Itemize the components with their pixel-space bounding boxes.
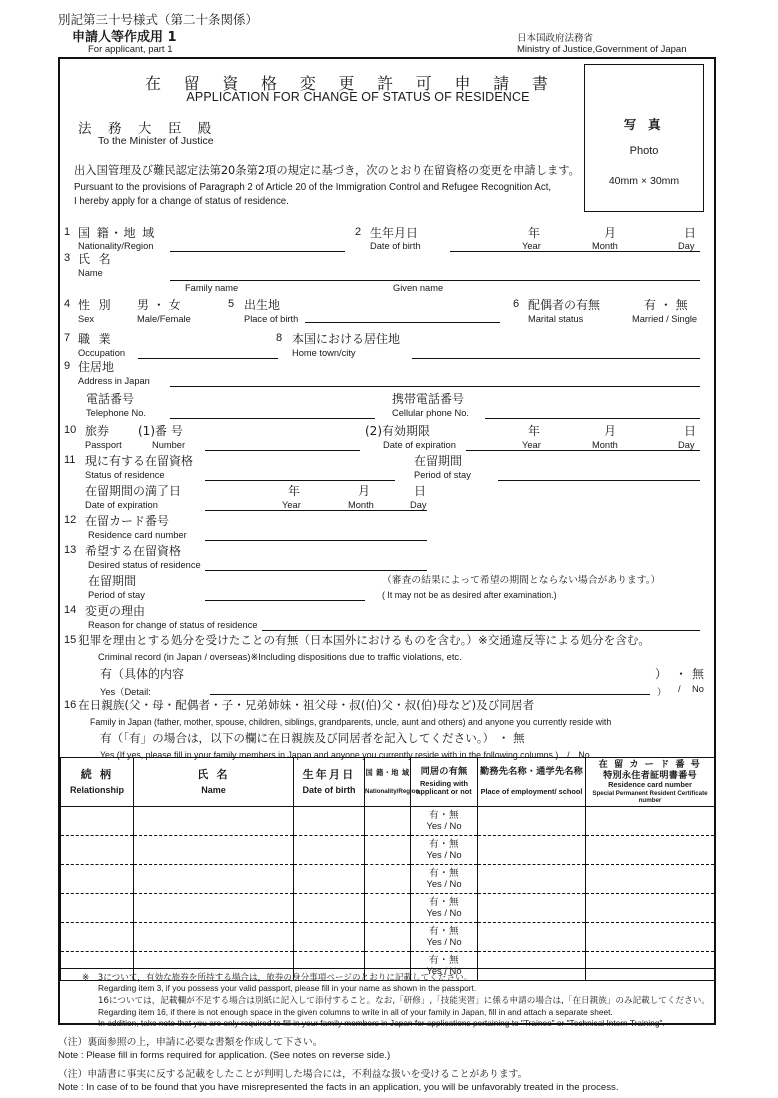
field-14-number: 14 (64, 604, 77, 616)
field-10-day-jp: 日 (684, 424, 697, 438)
table-col-card-number-jp2: 特別永住者証明書番号 (603, 769, 697, 781)
cell-residing[interactable] (411, 865, 478, 894)
field-10-year-en: Year (522, 440, 541, 450)
field-1-input-line[interactable] (170, 251, 345, 252)
field-8-label-jp: 本国における居住地 (292, 332, 401, 346)
field-15-yes-label-en[interactable]: Yes（Detail: (100, 687, 151, 697)
field-8-number: 8 (276, 332, 283, 344)
cell-nationality[interactable] (365, 836, 411, 865)
field-2-month-en: Month (592, 241, 618, 251)
table-header-row (61, 758, 715, 807)
field-7-number: 7 (64, 332, 71, 344)
field-15-label-jp: 犯罪を理由とする処分を受けたことの有無（日本国外におけるものを含む。）※交通違反等による処分を含む。 (78, 633, 651, 647)
field-9-cell-label-jp: 携帯電話番号 (392, 392, 465, 406)
table-col-employment-jp: 勤務先名称・通学先名称 (479, 766, 584, 778)
form-title-en: APPLICATION FOR CHANGE OF STATUS OF RESIDENCE (186, 90, 530, 104)
cell-card-number[interactable] (586, 894, 715, 923)
field-15-detail-input-line[interactable] (210, 694, 650, 695)
field-10-day-en: Day (678, 440, 695, 450)
field-1-label-en: Nationality/Region (78, 241, 154, 251)
table-col-relationship-en: Relationship (69, 784, 124, 795)
table-col-name-jp: 氏 名 (197, 768, 230, 781)
cell-residing-jp[interactable]: 有・無 (429, 926, 459, 938)
cell-residing-jp[interactable]: 有・無 (429, 839, 459, 851)
field-9-tel-input-line[interactable] (170, 418, 375, 419)
cell-relationship[interactable] (61, 836, 134, 865)
table-body (61, 807, 715, 981)
table-col-name-en: Name (201, 784, 226, 795)
field-14-label-en: Reason for change of status of residence (88, 620, 258, 630)
field-10-year-jp: 年 (528, 424, 541, 438)
table-col-relationship-jp: 続 柄 (80, 768, 114, 781)
field-2-input-line[interactable] (450, 251, 700, 252)
field-2-year-en: Year (522, 241, 541, 251)
cell-residing-en[interactable]: Yes / No (426, 965, 462, 977)
table-row[interactable] (61, 836, 715, 865)
field-13-label-jp: 希望する在留資格 (85, 544, 182, 558)
table-col-residing (411, 758, 478, 807)
field-8-input-line[interactable] (412, 358, 700, 359)
field-11-period-label-jp: 在留期間 (414, 454, 463, 468)
cell-residing-jp[interactable]: 有・無 (429, 868, 459, 880)
field-11-expiry-input-line[interactable] (205, 510, 427, 511)
cell-employment[interactable] (478, 923, 586, 952)
field-16-yes-label-jp[interactable]: 有（「有」の場合は，以下の欄に在日親族及び同居者を記入してください。） ・ 無 (100, 731, 525, 745)
minister-label-jp: 法 務 大 臣 殿 (78, 121, 218, 137)
field-3-input-line[interactable] (170, 280, 700, 281)
footer-note2-en: Note : In case of to be found that you have misrepresented the facts in an application, you will be unfavorably treated in the process. (58, 1082, 619, 1093)
table-note-line3-jp: 16については，記載欄が不足する場合は別紙に記入して添付すること。なお,「研修」,「技能実習」に係る申請の場合は,「在日親族」のみ記載してください。 (98, 996, 710, 1006)
table-row[interactable] (61, 894, 715, 923)
cell-residing-en[interactable]: Yes / No (426, 878, 462, 890)
cell-name[interactable] (134, 894, 294, 923)
field-4-choice-en[interactable]: Male/Female (137, 314, 191, 324)
field-11-year-en: Year (282, 500, 301, 510)
cell-residing-jp[interactable]: 有・無 (429, 897, 459, 909)
field-9-tel-label-en: Telephone No. (86, 408, 146, 418)
field-6-label-jp: 配偶者の有無 (528, 298, 601, 312)
cell-employment[interactable] (478, 836, 586, 865)
field-15-separator-slash: / (678, 684, 681, 694)
field-5-label-en: Place of birth (244, 314, 299, 324)
table-col-dob (294, 758, 365, 807)
field-12-label-jp: 在留カード番号 (85, 514, 170, 528)
field-16-yes-label-en[interactable]: Yes (If yes, please fill in your family members in Japan and anyone you currently reside with in the following columns.) / No (100, 750, 590, 760)
table-col-name (134, 758, 294, 807)
for-applicant-part-jp: 申請人等作成用 1 (72, 30, 177, 45)
field-10-month-jp: 月 (604, 424, 617, 438)
footer-note2-jp: （注）申請書に事実に反する記載をしたことが判明した場合には，不利益な扱いを受けることがあります。 (58, 1069, 528, 1080)
table-note-line2-en: Regarding item 3, if you possess your valid passport, please fill in your name as shown in the passport. (98, 983, 477, 993)
field-11-month-jp: 月 (358, 484, 371, 498)
field-16-label-jp: 在日親族(父・母・配偶者・子・兄弟姉妹・祖父母・叔(伯)父・叔(伯)母など)及び同居者 (78, 698, 535, 712)
field-9-label-jp: 住居地 (78, 360, 115, 374)
field-7-label-en: Occupation (78, 348, 126, 358)
field-3-label-jp: 氏 名 (78, 252, 114, 266)
field-2-label-jp: 生年月日 (370, 226, 419, 240)
field-2-year-jp: 年 (528, 226, 541, 240)
table-note-line4-en: Regarding item 16, if there is not enough space in the given columns to write in all of your family in Japan, fill in and attach a separate sheet. (98, 1007, 613, 1017)
cell-residing[interactable] (411, 807, 478, 836)
cell-nationality[interactable] (365, 894, 411, 923)
field-9-cell-input-line[interactable] (485, 418, 700, 419)
field-7-label-jp: 職 業 (78, 332, 114, 346)
field-10-number-label-en: Number (152, 440, 186, 450)
minister-label-en: To the Minister of Justice (98, 135, 214, 147)
field-2-day-en: Day (678, 241, 695, 251)
cell-residing-en[interactable]: Yes / No (426, 907, 462, 919)
footer-note1-jp: （注）裏面参照の上，申請に必要な書類を作成して下さい。 (58, 1037, 323, 1048)
table-note-line1-jp: ※ 3について，有効な旅券を所持する場合は，旅券の身分事項ページのとおりに記載してください。 (82, 973, 473, 983)
table-col-relationship (61, 758, 134, 807)
field-14-input-line[interactable] (262, 630, 700, 631)
field-7-input-line[interactable] (138, 358, 278, 359)
purpose-text-en-line2: I hereby apply for a change of status of residence. (74, 196, 289, 207)
field-2-label-en: Date of birth (370, 241, 421, 251)
table-col-card-number-en: Residence card number (608, 780, 692, 790)
footer-note1-en: Note : Please fill in forms required for application. (See notes on reverse side.) (58, 1050, 391, 1061)
field-4-label-jp: 性 別 (78, 298, 114, 312)
field-13-label-en: Desired status of residence (88, 560, 201, 570)
family-members-table (60, 757, 715, 981)
table-col-dob-jp: 生年月日 (302, 768, 356, 781)
purpose-text-en-line1: Pursuant to the provisions of Paragraph 2 of Article 20 of the Immigration Control and Refugee Recognition Act, (74, 182, 552, 193)
field-6-choice-en[interactable]: Married / Single (632, 314, 698, 324)
field-11-expiry-label-en: Date of expiration (85, 500, 158, 510)
cell-relationship[interactable] (61, 923, 134, 952)
field-10-expiry-label-jp: (2)有効期限 (365, 424, 430, 438)
cell-residing-jp[interactable]: 有・無 (429, 955, 459, 967)
field-11-day-jp: 日 (414, 484, 427, 498)
field-15-close-paren-en: ） (657, 687, 667, 697)
field-13-period-input-line[interactable] (205, 600, 365, 601)
field-9-number: 9 (64, 360, 71, 372)
field-13-input-line[interactable] (205, 570, 427, 571)
field-11-expiry-label-jp: 在留期間の満了日 (85, 484, 182, 498)
field-3-given-name-label: Given name (393, 283, 444, 293)
field-11-period-input-line[interactable] (498, 480, 700, 481)
table-col-nationality-jp: 国 籍・地 域 (365, 768, 410, 778)
field-15-close-paren-jp: ） (655, 667, 668, 681)
table-col-card-number (586, 758, 715, 807)
field-11-year-jp: 年 (288, 484, 301, 498)
cell-employment[interactable] (478, 865, 586, 894)
field-10-label-jp: 旅券 (85, 424, 110, 438)
field-3-family-name-label: Family name (185, 283, 239, 293)
table-notes-block (60, 965, 714, 1028)
cell-name[interactable] (134, 807, 294, 836)
table-col-residing-en: Residing with applicant or not (416, 778, 472, 797)
field-16-label-en: Family in Japan (father, mother, spouse, children, siblings, grandparents, uncle, aunt and others) and anyone you currently reside with (90, 717, 612, 727)
field-10-expiry-input-line[interactable] (466, 450, 700, 451)
cell-residing[interactable] (411, 836, 478, 865)
photo-label-en: Photo (629, 145, 659, 157)
field-8-label-en: Home town/city (292, 348, 356, 358)
purpose-text-jp: 出入国管理及び難民認定法第20条第2項の規定に基づき，次のとおり在留資格の変更を申請します。 (74, 164, 580, 177)
table-col-dob-en: Date of birth (302, 784, 356, 795)
cell-nationality[interactable] (365, 807, 411, 836)
field-10-expiry-label-en: Date of expiration (383, 440, 456, 450)
cell-residing[interactable] (411, 923, 478, 952)
field-12-input-line[interactable] (205, 540, 427, 541)
field-5-number: 5 (228, 298, 235, 310)
field-15-yes-label-jp[interactable]: 有（具体的内容 (100, 667, 185, 681)
field-15-no-label-en[interactable]: No (692, 684, 704, 694)
cell-card-number[interactable] (586, 865, 715, 894)
ministry-label-jp: 日本国政府法務省 (517, 33, 594, 44)
cell-residing-jp[interactable]: 有・無 (429, 810, 459, 822)
field-1-label-jp: 国 籍・地 域 (78, 226, 156, 240)
cell-dob[interactable] (294, 894, 365, 923)
field-2-day-jp: 日 (684, 226, 697, 240)
cell-card-number[interactable] (586, 923, 715, 952)
field-11-period-label-en: Period of stay (414, 470, 471, 480)
cell-relationship[interactable] (61, 865, 134, 894)
photo-label-jp: 写 真 (623, 117, 665, 132)
field-9-tel-label-jp: 電話番号 (86, 392, 135, 406)
table-col-card-number-jp: 在 留 カ ー ド 番 号 (598, 759, 702, 771)
cell-name[interactable] (134, 836, 294, 865)
cell-dob[interactable] (294, 836, 365, 865)
field-12-label-en: Residence card number (88, 530, 187, 540)
table-col-nationality-en: Nationality/Region (365, 787, 420, 795)
form-code: 別記第三十号様式（第二十条関係） (58, 12, 259, 27)
cell-card-number[interactable] (586, 836, 715, 865)
field-6-number: 6 (513, 298, 520, 310)
field-15-separator-dot: ・ (675, 667, 688, 681)
field-13-period-label-en: Period of stay (88, 590, 145, 600)
field-15-no-label-jp[interactable]: 無 (692, 667, 705, 681)
field-5-label-jp: 出生地 (244, 298, 281, 312)
field-16-number: 16 (64, 699, 77, 711)
field-13-note-en: ( It may not be as desired after examination.) (382, 590, 557, 600)
cell-relationship[interactable] (61, 807, 134, 836)
cell-dob[interactable] (294, 865, 365, 894)
field-12-number: 12 (64, 514, 77, 526)
table-col-residing-jp: 同居の有無 (420, 766, 468, 778)
field-9-label-en: Address in Japan (78, 376, 150, 386)
field-5-input-line[interactable] (305, 322, 500, 323)
field-11-label-jp: 現に有する在留資格 (85, 454, 194, 468)
for-applicant-part-en: For applicant, part 1 (88, 44, 173, 55)
field-13-period-label-jp: 在留期間 (88, 574, 137, 588)
cell-employment[interactable] (478, 894, 586, 923)
cell-residing[interactable] (411, 894, 478, 923)
field-10-number: 10 (64, 424, 77, 436)
field-10-number-label-jp: (1)番 号 (138, 424, 183, 438)
cell-card-number[interactable] (586, 807, 715, 836)
photo-box[interactable] (584, 64, 704, 212)
field-6-label-en: Marital status (528, 314, 584, 324)
cell-residing-en[interactable]: Yes / No (426, 936, 462, 948)
field-10-month-en: Month (592, 440, 618, 450)
table-row[interactable] (61, 807, 715, 836)
field-4-number: 4 (64, 298, 71, 310)
cell-nationality[interactable] (365, 865, 411, 894)
field-13-note-jp: （審査の結果によって希望の期間とならない場合があります。） (382, 575, 661, 586)
field-11-status-input-line[interactable] (205, 480, 395, 481)
cell-residing-en[interactable]: Yes / No (426, 820, 462, 832)
field-4-choice-jp[interactable]: 男 ・ 女 (137, 298, 181, 312)
cell-dob[interactable] (294, 807, 365, 836)
field-11-day-en: Day (410, 500, 427, 510)
field-2-month-jp: 月 (604, 226, 617, 240)
table-col-employment-en: Place of employment/ school (480, 787, 583, 797)
table-row[interactable] (61, 923, 715, 952)
ministry-label-en: Ministry of Justice,Government of Japan (517, 44, 687, 55)
photo-size-label: 40mm × 30mm (608, 175, 680, 187)
field-15-number: 15 (64, 634, 77, 646)
field-10-label-en: Passport (85, 440, 122, 450)
cell-nationality[interactable] (365, 923, 411, 952)
table-col-card-number-en2: Special Permanent Resident Certificate number (592, 789, 708, 804)
field-10-number-input-line[interactable] (205, 450, 360, 451)
cell-residing-en[interactable]: Yes / No (426, 849, 462, 861)
field-11-number: 11 (64, 454, 76, 466)
field-15-label-en: Criminal record (in Japan / overseas)※Including dispositions due to traffic violations, etc. (98, 652, 462, 662)
field-2-number: 2 (355, 226, 362, 238)
table-note-line5-en: In addition, take note that you are only required to fill in your family members in Japan for applications pertaining to "Trainee" or "Technical Intern Training". (98, 1018, 665, 1028)
cell-relationship[interactable] (61, 894, 134, 923)
table-col-employment (478, 758, 586, 807)
field-11-month-en: Month (348, 500, 374, 510)
field-9-input-line[interactable] (170, 386, 700, 387)
cell-employment[interactable] (478, 807, 586, 836)
field-1-number: 1 (64, 226, 71, 238)
cell-dob[interactable] (294, 923, 365, 952)
field-11-label-en: Status of residence (85, 470, 165, 480)
table-row[interactable] (61, 865, 715, 894)
field-3-number: 3 (64, 252, 71, 264)
field-3-label-en: Name (78, 268, 103, 278)
field-4-label-en: Sex (78, 314, 95, 324)
cell-name[interactable] (134, 865, 294, 894)
field-14-label-jp: 変更の理由 (85, 604, 146, 618)
table-col-nationality (365, 758, 420, 807)
field-13-number: 13 (64, 544, 77, 556)
field-9-cell-label-en: Cellular phone No. (392, 408, 470, 418)
cell-name[interactable] (134, 923, 294, 952)
field-6-choice-jp[interactable]: 有 ・ 無 (644, 298, 688, 312)
form-title-jp: 在 留 資 格 変 更 許 可 申 請 書 (145, 74, 557, 93)
